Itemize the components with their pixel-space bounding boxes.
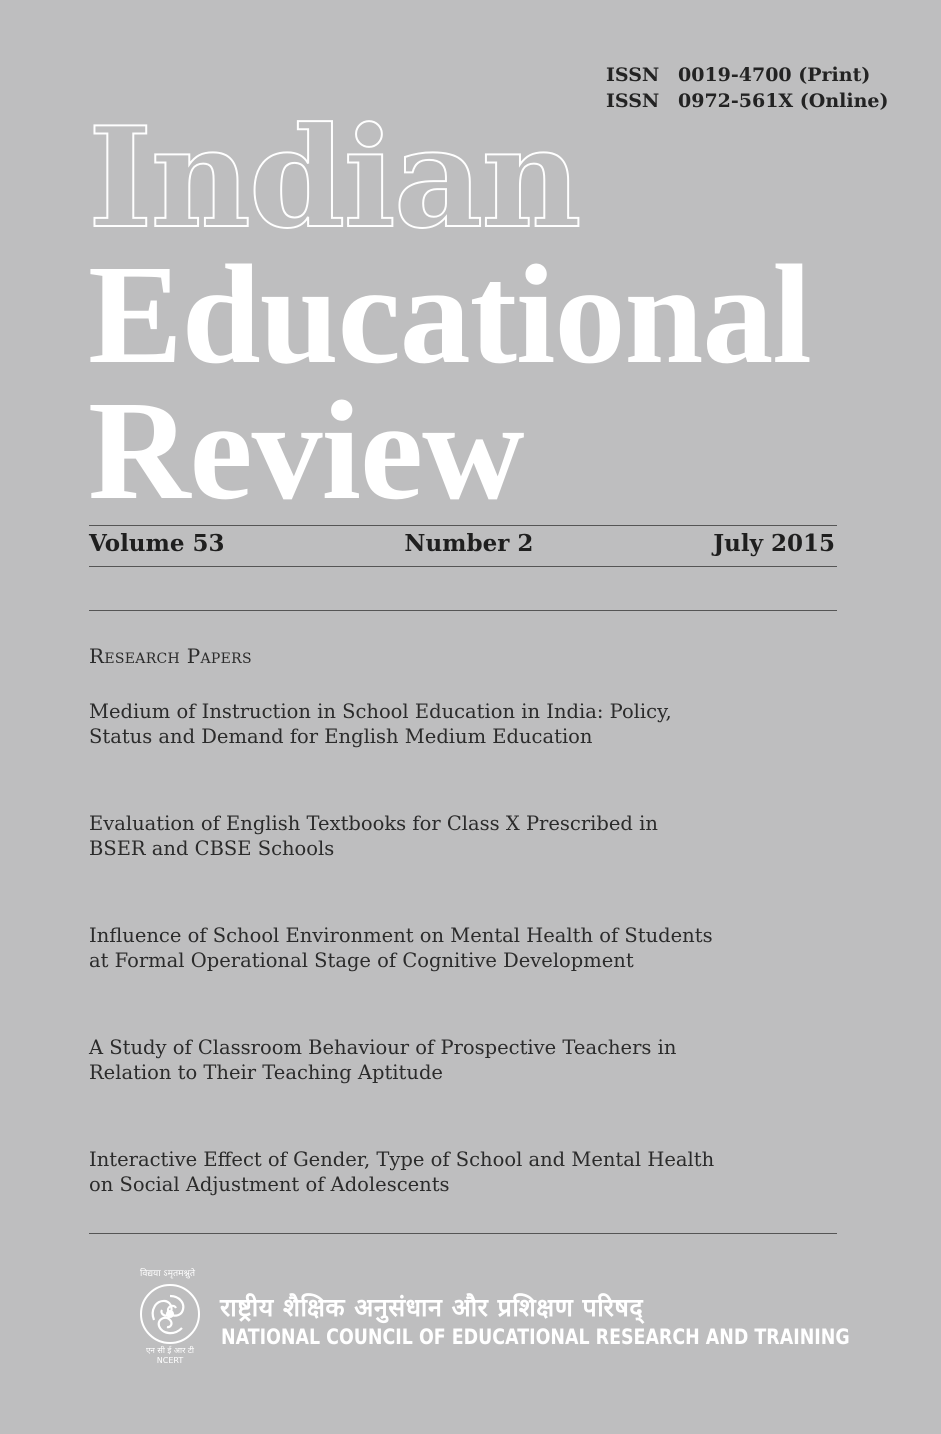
publisher-name-hindi: राष्ट्रीय शैक्षिक अनुसंधान और प्रशिक्षण परिषद् xyxy=(220,1293,644,1322)
issn-online-row xyxy=(606,88,888,114)
paper-title-line: Relation to Their Teaching Aptitude xyxy=(89,1061,443,1084)
paper-title-4 xyxy=(89,1035,789,1085)
issn-print-value: 0019-4700 (Print) xyxy=(678,64,871,86)
acronym-english: NCERT xyxy=(156,1356,184,1365)
divider-top xyxy=(89,525,837,526)
paper-title-line: BSER and CBSE Schools xyxy=(89,837,335,860)
acronym-hindi: एन सी ई आर टी xyxy=(146,1346,194,1355)
number-label: Number 2 xyxy=(404,530,534,557)
ncert-emblem-icon xyxy=(138,1282,202,1346)
paper-title-2 xyxy=(89,811,789,861)
paper-title-line: Status and Demand for English Medium Education xyxy=(89,725,593,748)
divider-issue-bottom xyxy=(89,566,837,567)
date-label: July 2015 xyxy=(713,530,835,557)
journal-title-review: Review xyxy=(88,371,524,529)
paper-title-1 xyxy=(89,699,789,749)
ncert-logo xyxy=(136,1266,216,1376)
paper-title-5 xyxy=(89,1147,789,1197)
paper-title-line: at Formal Operational Stage of Cognitive Development xyxy=(89,949,634,972)
section-heading: Research Papers xyxy=(89,644,252,668)
paper-title-line: on Social Adjustment of Adolescents xyxy=(89,1173,450,1196)
divider-contents-top xyxy=(89,610,837,611)
issn-label: ISSN xyxy=(606,90,660,112)
paper-title-line: Influence of School Environment on Mental Health of Students xyxy=(89,924,713,947)
issn-label: ISSN xyxy=(606,64,660,86)
issn-print-row xyxy=(606,62,888,88)
logo-acronym xyxy=(138,1346,202,1366)
publisher-name: NATIONAL COUNCIL OF EDUCATIONAL RESEARCH AND TRAINING xyxy=(221,1325,850,1349)
issue-info-bar xyxy=(89,528,835,560)
paper-title-line: Interactive Effect of Gender, Type of School and Mental Health xyxy=(89,1148,715,1171)
paper-title-line: A Study of Classroom Behaviour of Prospective Teachers in xyxy=(89,1036,677,1059)
paper-title-line: Evaluation of English Textbooks for Class X Prescribed in xyxy=(89,812,658,835)
paper-title-3 xyxy=(89,923,789,973)
volume-label: Volume 53 xyxy=(89,530,225,557)
issn-block xyxy=(606,62,888,114)
issn-online-value: 0972-561X (Online) xyxy=(678,90,889,112)
journal-title-educational: Educational xyxy=(88,235,811,393)
divider-contents-bottom xyxy=(89,1233,837,1234)
journal-title-indian: Indian xyxy=(88,96,580,259)
logo-motto: विद्यया ऽमृतमश्नुते xyxy=(140,1269,196,1279)
paper-title-line: Medium of Instruction in School Education in India: Policy, xyxy=(89,700,672,723)
